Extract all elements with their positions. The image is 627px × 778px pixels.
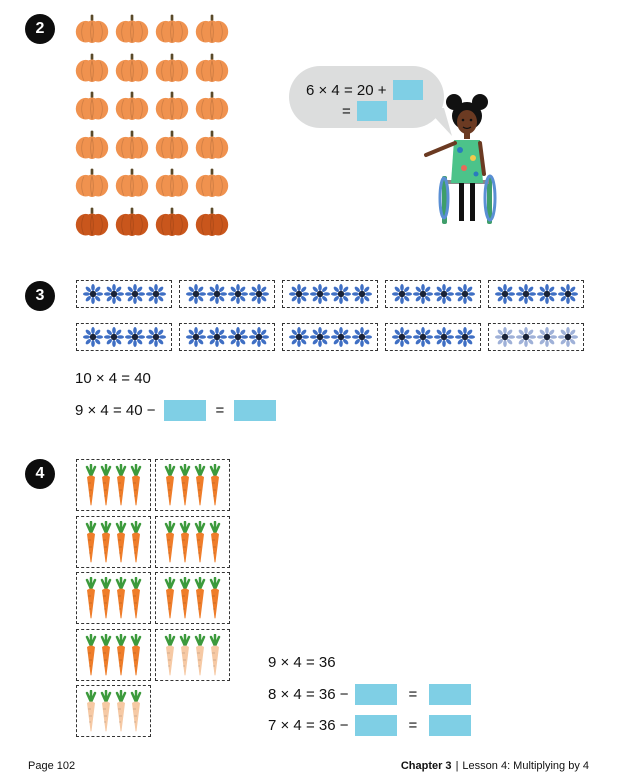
answer-box[interactable] bbox=[429, 715, 471, 736]
flower-icon bbox=[455, 327, 475, 347]
bubble-equation-line-1 bbox=[306, 80, 423, 100]
flower-icon bbox=[516, 327, 536, 347]
bubble-equation-text-1: 6 × 4 = 20 + bbox=[306, 81, 387, 99]
flower-icon bbox=[83, 284, 103, 304]
flower-icon bbox=[392, 327, 412, 347]
question-number-4: 4 bbox=[25, 459, 55, 489]
flower-icon bbox=[207, 327, 227, 347]
pumpkin-icon bbox=[114, 14, 150, 44]
pumpkin-icon bbox=[74, 130, 110, 160]
answer-box[interactable] bbox=[355, 715, 397, 736]
carrot-icon bbox=[84, 577, 98, 619]
q4-equation-1-text: 9 × 4 = 36 bbox=[268, 654, 336, 671]
flower-group-box bbox=[488, 280, 584, 308]
pumpkin-icon bbox=[154, 14, 190, 44]
carrot-icon bbox=[178, 634, 192, 676]
answer-box[interactable] bbox=[355, 684, 397, 705]
flower-icon bbox=[310, 284, 330, 304]
pumpkin-icon bbox=[154, 207, 190, 237]
q4-equation-2-text: 8 × 4 = 36 − bbox=[268, 686, 349, 703]
q3-equation-1 bbox=[75, 370, 151, 387]
q4-equation-3 bbox=[268, 715, 471, 736]
flower-icon bbox=[104, 284, 124, 304]
carrot-icon bbox=[208, 464, 222, 506]
carrot-group-box bbox=[155, 459, 230, 511]
pumpkin-icon bbox=[74, 53, 110, 83]
answer-box[interactable] bbox=[429, 684, 471, 705]
pumpkin-icon bbox=[194, 14, 230, 44]
carrot-icon bbox=[193, 634, 207, 676]
flower-icon bbox=[249, 284, 269, 304]
flower-group-box bbox=[488, 323, 584, 351]
carrot-icon bbox=[163, 577, 177, 619]
pumpkin-icon bbox=[154, 130, 190, 160]
flower-icon bbox=[186, 327, 206, 347]
flower-icon bbox=[352, 327, 372, 347]
flower-icon bbox=[125, 327, 145, 347]
pumpkin-icon bbox=[74, 14, 110, 44]
carrot-icon bbox=[208, 521, 222, 563]
pumpkin-icon bbox=[114, 168, 150, 198]
flower-icon bbox=[352, 284, 372, 304]
flower-icon bbox=[434, 284, 454, 304]
q3-equation-2 bbox=[75, 400, 276, 421]
flower-icon bbox=[537, 284, 557, 304]
flower-group-box bbox=[76, 280, 172, 308]
carrot-icon bbox=[114, 577, 128, 619]
flower-icon bbox=[331, 284, 351, 304]
carrot-icon bbox=[84, 464, 98, 506]
flower-icon bbox=[495, 284, 515, 304]
carrot-icon bbox=[84, 690, 98, 732]
flower-icon bbox=[125, 284, 145, 304]
flower-icon bbox=[495, 327, 515, 347]
pumpkin-icon bbox=[194, 53, 230, 83]
flower-icon bbox=[413, 327, 433, 347]
flower-icon bbox=[228, 327, 248, 347]
flower-icon bbox=[289, 284, 309, 304]
pumpkin-icon bbox=[194, 91, 230, 121]
carrot-icon bbox=[178, 577, 192, 619]
question-number-2: 2 bbox=[25, 14, 55, 44]
carrot-group-box bbox=[155, 572, 230, 624]
carrot-icon bbox=[129, 634, 143, 676]
carrot-group-box bbox=[155, 516, 230, 568]
flower-icon bbox=[186, 284, 206, 304]
flower-group-box bbox=[76, 323, 172, 351]
flower-icon bbox=[558, 327, 578, 347]
pumpkin-icon bbox=[114, 130, 150, 160]
flower-icon bbox=[83, 327, 103, 347]
flower-icon bbox=[146, 327, 166, 347]
bubble-equation-line-2 bbox=[342, 101, 387, 121]
flower-icon bbox=[558, 284, 578, 304]
carrot-icon bbox=[84, 521, 98, 563]
flower-icon bbox=[146, 284, 166, 304]
equals-sign: = bbox=[408, 717, 418, 734]
carrot-group-box bbox=[76, 459, 151, 511]
carrot-icon bbox=[163, 634, 177, 676]
flower-group-box bbox=[385, 323, 481, 351]
carrot-group-box bbox=[76, 629, 151, 681]
flower-icon bbox=[537, 327, 557, 347]
carrot-icon bbox=[178, 521, 192, 563]
pumpkin-icon bbox=[154, 168, 190, 198]
equals-sign: = bbox=[408, 686, 418, 703]
carrot-icon bbox=[129, 521, 143, 563]
carrot-icon bbox=[193, 577, 207, 619]
carrot-group-box bbox=[155, 629, 230, 681]
pumpkin-icon bbox=[74, 207, 110, 237]
carrot-icon bbox=[99, 464, 113, 506]
answer-box[interactable] bbox=[357, 101, 387, 121]
carrot-group-box bbox=[76, 685, 151, 737]
carrot-icon bbox=[163, 521, 177, 563]
carrot-icon bbox=[178, 464, 192, 506]
carrot-icon bbox=[193, 521, 207, 563]
q4-equation-2 bbox=[268, 684, 471, 705]
flower-icon bbox=[310, 327, 330, 347]
carrot-icon bbox=[208, 577, 222, 619]
footer-separator: | bbox=[455, 760, 459, 772]
carrot-icon bbox=[129, 464, 143, 506]
answer-box[interactable] bbox=[393, 80, 423, 100]
pumpkin-icon bbox=[194, 130, 230, 160]
flower-icon bbox=[228, 284, 248, 304]
carrot-icon bbox=[99, 577, 113, 619]
carrot-icon bbox=[99, 690, 113, 732]
carrot-group-box bbox=[76, 572, 151, 624]
flower-icon bbox=[207, 284, 227, 304]
answer-box[interactable] bbox=[164, 400, 206, 421]
carrot-icon bbox=[99, 521, 113, 563]
equals-sign: = bbox=[215, 402, 225, 419]
flower-group-box bbox=[282, 323, 378, 351]
girl-in-wheelchair-illustration bbox=[420, 88, 510, 228]
carrot-icon bbox=[114, 464, 128, 506]
carrot-icon bbox=[84, 634, 98, 676]
footer-chapter-info bbox=[401, 760, 589, 772]
lesson-label: Lesson 4: Multiplying by 4 bbox=[462, 760, 589, 772]
pumpkin-icon bbox=[194, 168, 230, 198]
bubble-equals-sign: = bbox=[342, 102, 351, 120]
carrot-icon bbox=[163, 464, 177, 506]
flower-icon bbox=[455, 284, 475, 304]
flower-icon bbox=[434, 327, 454, 347]
flower-group-box bbox=[179, 280, 275, 308]
carrot-icon bbox=[114, 634, 128, 676]
flower-group-box bbox=[282, 280, 378, 308]
flower-icon bbox=[392, 284, 412, 304]
pumpkin-icon bbox=[114, 207, 150, 237]
chapter-label: Chapter 3 bbox=[400, 760, 452, 772]
pumpkin-icon bbox=[114, 53, 150, 83]
carrot-icon bbox=[114, 690, 128, 732]
carrot-icon bbox=[129, 690, 143, 732]
pumpkin-icon bbox=[74, 91, 110, 121]
q3-equation-1-text: 10 × 4 = 40 bbox=[75, 370, 151, 387]
q4-equation-1 bbox=[268, 654, 336, 671]
flower-icon bbox=[413, 284, 433, 304]
flower-group-box bbox=[179, 323, 275, 351]
carrot-group-box bbox=[76, 516, 151, 568]
carrot-icon bbox=[193, 464, 207, 506]
pumpkin-icon bbox=[194, 207, 230, 237]
q4-equation-3-text: 7 × 4 = 36 − bbox=[268, 717, 349, 734]
flower-group-box bbox=[385, 280, 481, 308]
carrot-icon bbox=[129, 577, 143, 619]
carrot-icon bbox=[208, 634, 222, 676]
flower-icon bbox=[516, 284, 536, 304]
pumpkin-icon bbox=[154, 91, 190, 121]
carrot-icon bbox=[114, 521, 128, 563]
carrot-icon bbox=[99, 634, 113, 676]
flower-icon bbox=[104, 327, 124, 347]
answer-box[interactable] bbox=[234, 400, 276, 421]
flower-icon bbox=[289, 327, 309, 347]
flower-icon bbox=[331, 327, 351, 347]
pumpkin-icon bbox=[74, 168, 110, 198]
page-number: Page 102 bbox=[28, 760, 76, 772]
pumpkin-icon bbox=[154, 53, 190, 83]
pumpkin-icon bbox=[114, 91, 150, 121]
question-number-3: 3 bbox=[25, 281, 55, 311]
flower-icon bbox=[249, 327, 269, 347]
q3-equation-2-text: 9 × 4 = 40 − bbox=[75, 402, 156, 419]
